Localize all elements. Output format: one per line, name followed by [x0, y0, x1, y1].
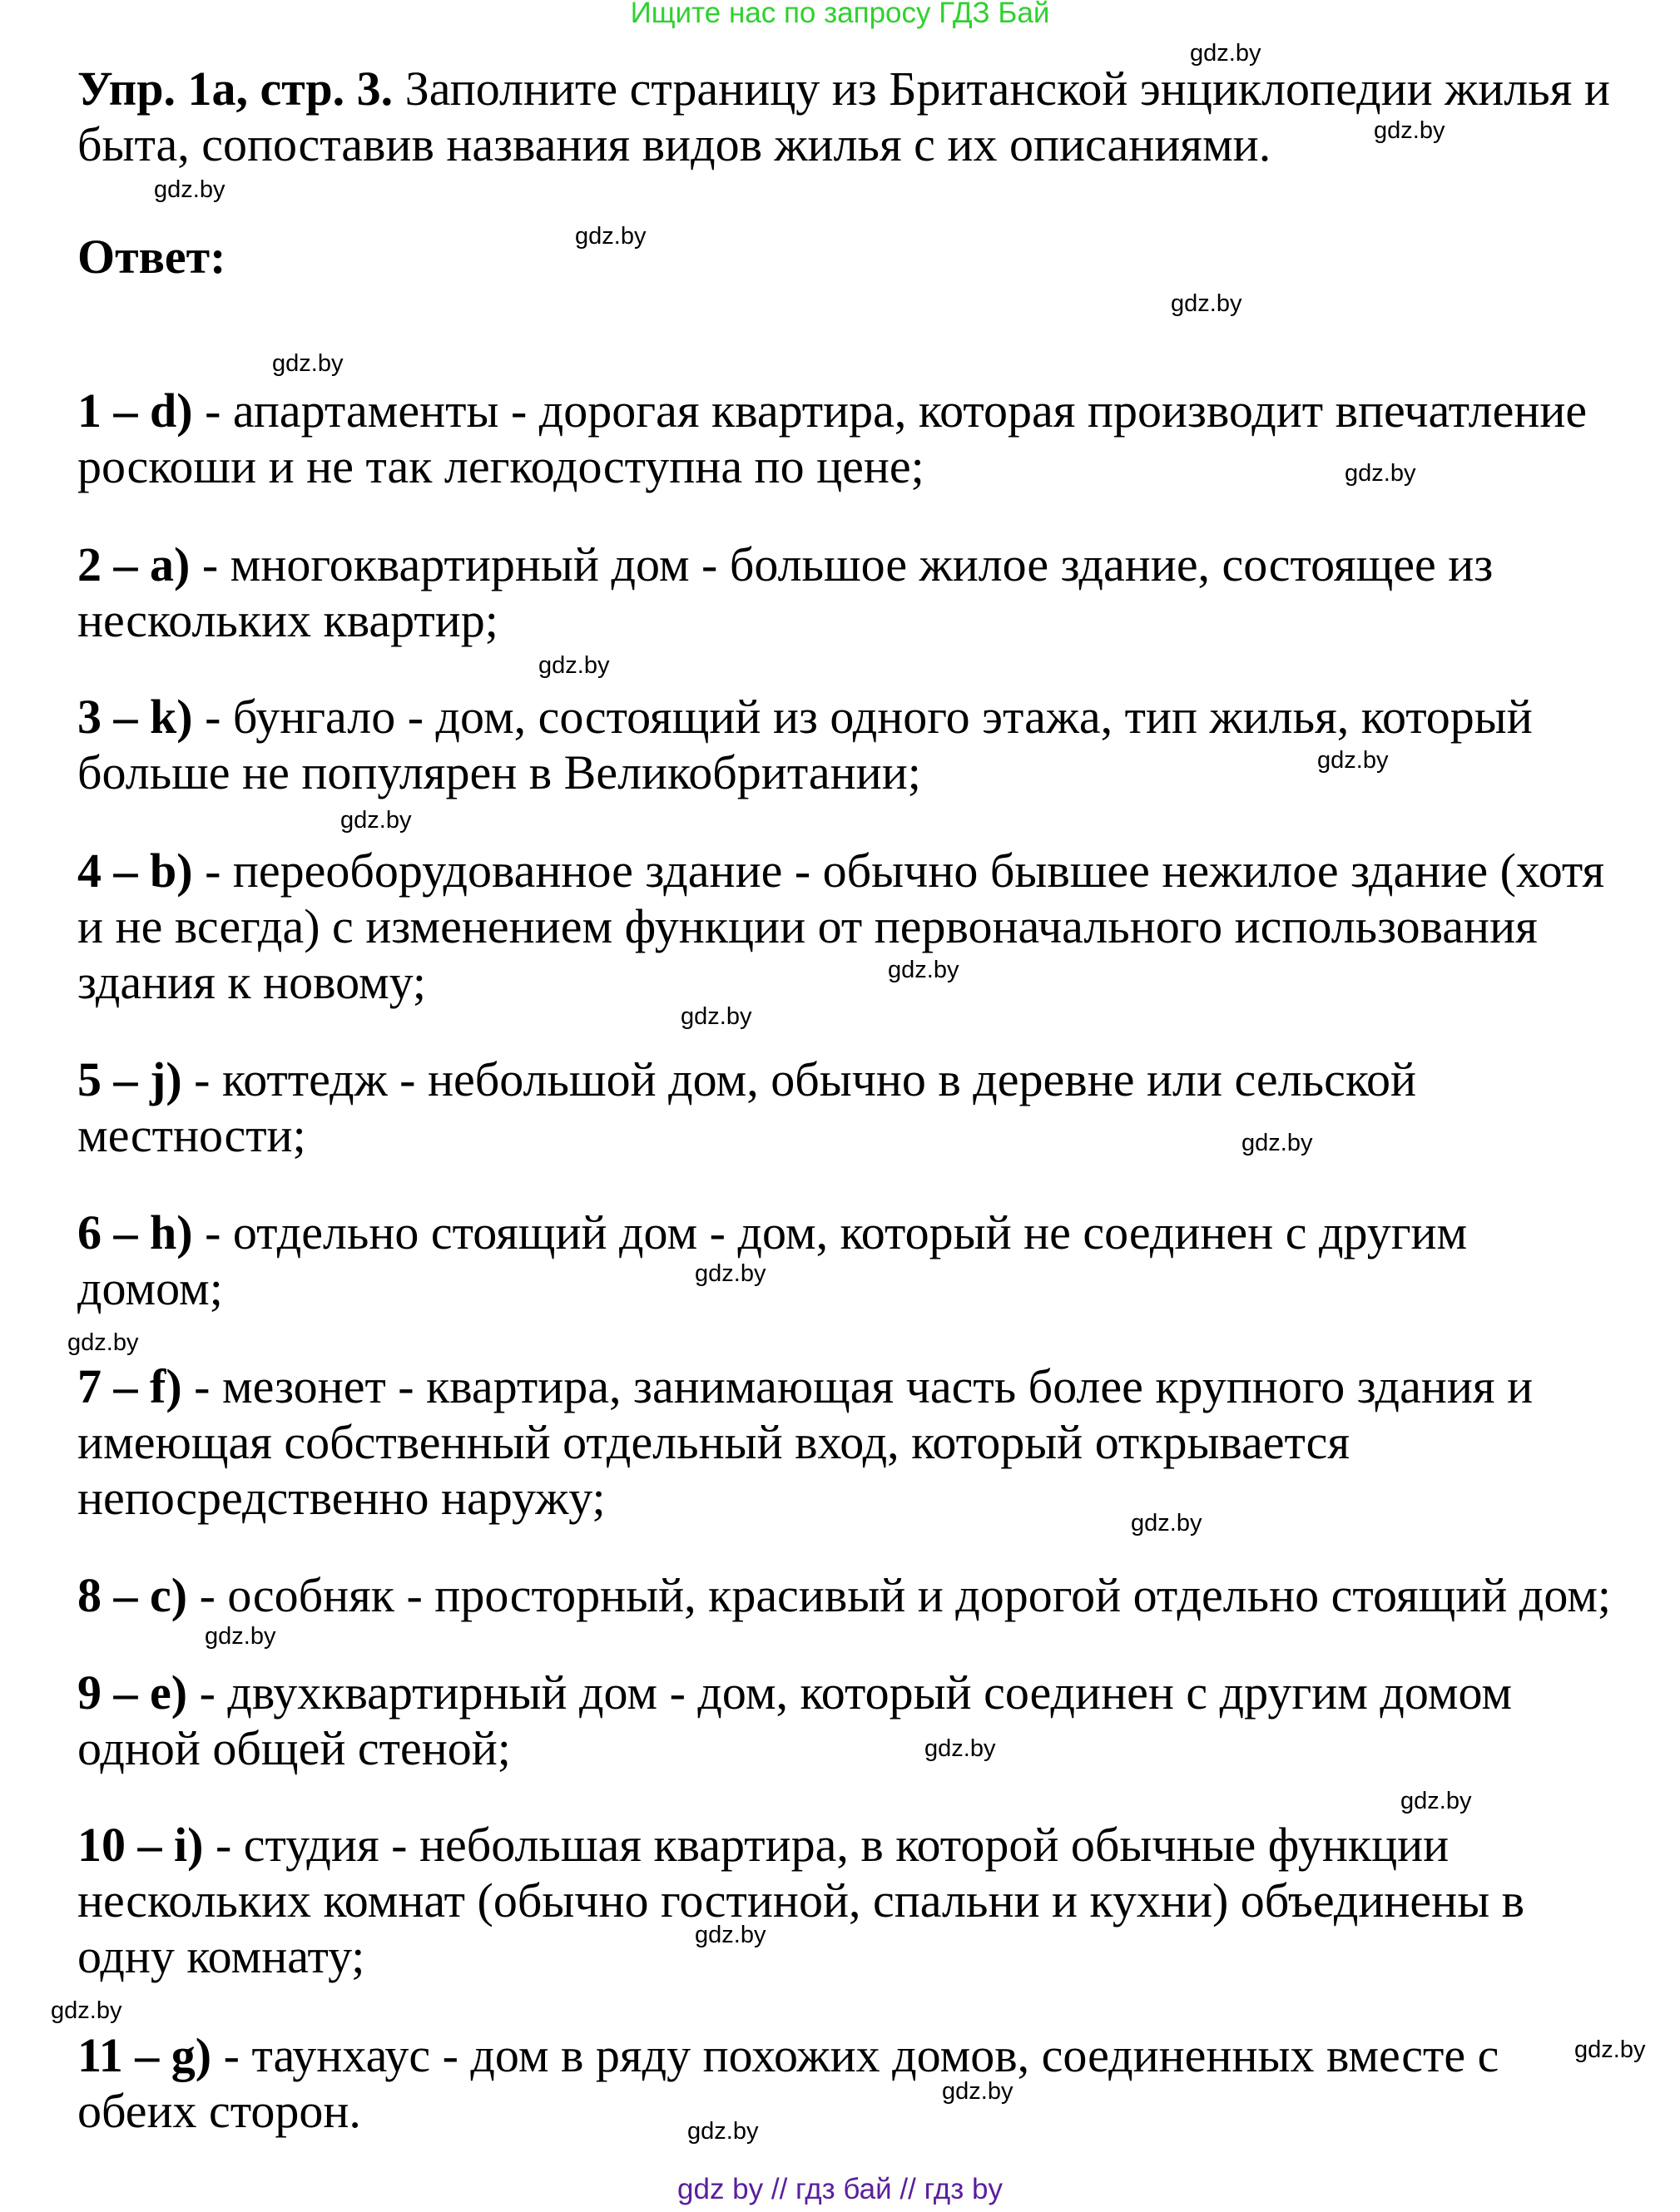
answer-item	[77, 843, 1604, 1010]
watermark: gdz.by	[205, 1623, 276, 1650]
answer-key: 5 – j)	[77, 1052, 182, 1106]
answer-text: - студия - небольшая квартира, в которой обычные функции	[203, 1818, 1450, 1872]
watermark: gdz.by	[340, 807, 412, 834]
answer-text: - переоборудованное здание - обычно бывшее нежилое здание (хотя	[192, 844, 1605, 898]
watermark: gdz.by	[1241, 1130, 1313, 1156]
watermark: gdz.by	[888, 957, 959, 983]
task-text-continued: быта, сопоставив названия видов жилья с их описаниями.	[77, 117, 1271, 171]
answer-text: - отдельно стоящий дом - дом, который не соединен с другим	[192, 1205, 1468, 1259]
answer-text: - мезонет - квартира, занимающая часть более крупного здания и	[181, 1359, 1534, 1413]
answer-key: 9 – e)	[77, 1665, 188, 1720]
answer-key: 8 – c)	[77, 1568, 188, 1622]
answer-key: 3 – k)	[77, 690, 193, 744]
watermark: gdz.by	[695, 1260, 766, 1287]
answer-line	[77, 1665, 1512, 1720]
answer-item	[77, 1817, 1524, 1984]
answer-text: - таунхаус - дом в ряду похожих домов, соединенных вместе с	[211, 2028, 1499, 2082]
answer-text: - бунгало - дом, состоящий из одного этажа, тип жилья, который	[192, 690, 1533, 744]
answer-line	[77, 1567, 1611, 1623]
task-statement	[77, 61, 1610, 172]
watermark: gdz.by	[1345, 460, 1416, 487]
answer-line	[77, 1358, 1533, 1414]
watermark: gdz.by	[1317, 747, 1389, 774]
answer-key: 7 – f)	[77, 1359, 182, 1413]
answer-line: одной общей стеной;	[77, 1721, 511, 1775]
answer-key: 10 – i)	[77, 1818, 204, 1872]
answer-item	[77, 537, 1493, 648]
footer-links: gdz by // гдз бай // гдз by	[677, 2173, 1003, 2205]
watermark: gdz.by	[538, 652, 610, 679]
answer-line: имеющая собственный отдельный вход, который открывается	[77, 1415, 1350, 1469]
answer-line	[77, 843, 1604, 898]
task-label: Упр. 1а, стр. 3.	[77, 62, 394, 116]
answer-line: нескольких комнат (обычно гостиной, спальни и кухни) объединены в	[77, 1873, 1525, 1927]
task-text: Заполните страницу из Британской энциклопедии жилья и	[393, 62, 1610, 116]
answer-key: 2 – a)	[77, 537, 191, 591]
watermark: gdz.by	[51, 1997, 122, 2024]
answer-line: непосредственно наружу;	[77, 1471, 606, 1525]
watermark: gdz.by	[1400, 1788, 1472, 1814]
answer-text: - многоквартирный дом - большое жилое здание, состоящее из	[190, 537, 1494, 591]
answer-line	[77, 1052, 1416, 1107]
answer-heading	[77, 229, 225, 285]
answer-line	[77, 2027, 1499, 2083]
answer-line: роскоши и не так легкодоступна по цене;	[77, 439, 924, 493]
watermark: gdz.by	[687, 2118, 759, 2145]
answer-line: местности;	[77, 1108, 306, 1162]
answer-line: обеих сторон.	[77, 2084, 361, 2138]
watermark: gdz.by	[942, 2078, 1013, 2105]
answer-text: - апартаменты - дорогая квартира, которая производит впечатление	[192, 384, 1588, 438]
answer-item	[77, 2027, 1499, 2139]
answer-key: 1 – d)	[77, 384, 193, 438]
answer-line	[77, 1205, 1467, 1260]
search-banner: Ищите нас по запросу ГДЗ Бай	[630, 0, 1050, 29]
answer-key: 6 – h)	[77, 1205, 193, 1259]
answer-line	[77, 1817, 1524, 1873]
answer-line	[77, 689, 1533, 745]
answer-item	[77, 1052, 1416, 1163]
watermark: gdz.by	[924, 1735, 996, 1762]
watermark: gdz.by	[272, 350, 344, 377]
answer-line: больше не популярен в Великобритании;	[77, 745, 921, 799]
answer-line	[77, 383, 1587, 438]
answer-item	[77, 689, 1533, 800]
answer-text: - особняк - просторный, красивый и дорогой отдельно стоящий дом;	[187, 1568, 1612, 1622]
watermark: gdz.by	[1374, 117, 1445, 144]
watermark: gdz.by	[575, 223, 647, 250]
watermark: gdz.by	[695, 1922, 766, 1948]
watermark: gdz.by	[1574, 2036, 1646, 2063]
answer-item	[77, 1205, 1467, 1316]
answer-key: 11 – g)	[77, 2028, 212, 2082]
watermark: gdz.by	[1171, 290, 1242, 317]
answer-line	[77, 537, 1493, 592]
answer-line: домом;	[77, 1261, 223, 1315]
answer-key: 4 – b)	[77, 844, 193, 898]
answer-item	[77, 1567, 1611, 1623]
answer-text: - коттедж - небольшой дом, обычно в деревне или сельской	[181, 1052, 1417, 1106]
watermark: gdz.by	[1131, 1510, 1202, 1537]
answer-line: нескольких квартир;	[77, 593, 498, 647]
watermark: gdz.by	[681, 1003, 752, 1030]
watermark: gdz.by	[154, 176, 225, 203]
answer-label: Ответ:	[77, 230, 226, 284]
answer-line: здания к новому;	[77, 955, 427, 1009]
answer-item	[77, 1358, 1533, 1526]
answer-item	[77, 1665, 1512, 1776]
watermark: gdz.by	[67, 1329, 139, 1356]
answer-line: и не всегда) с изменением функции от первоначального использования	[77, 899, 1538, 953]
answer-line: одну комнату;	[77, 1929, 365, 1983]
answer-text: - двухквартирный дом - дом, который соединен с другим домом	[187, 1665, 1513, 1720]
watermark: gdz.by	[1190, 40, 1261, 67]
